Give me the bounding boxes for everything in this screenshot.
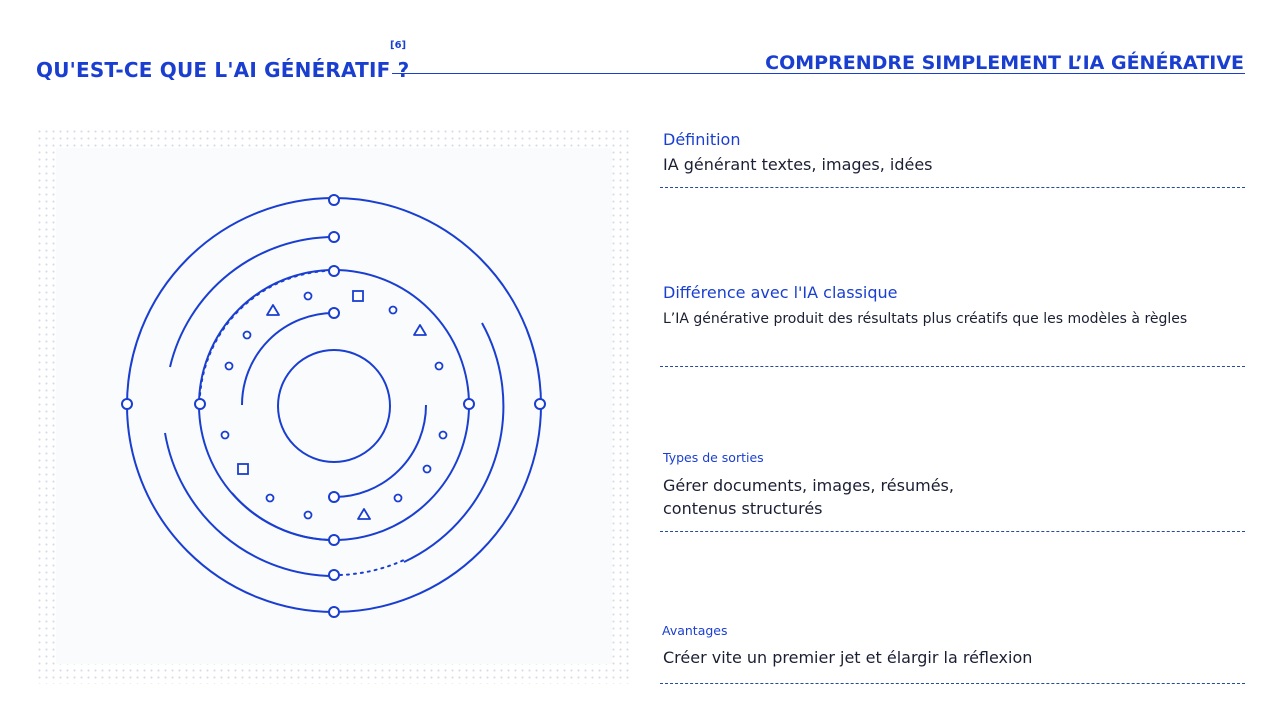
dot-marker [222, 432, 229, 439]
node-bottom-3 [329, 535, 339, 545]
orbit-arc-inner-bottom [334, 405, 426, 497]
item-divider [660, 531, 1245, 532]
item-label: Types de sorties [663, 450, 764, 465]
dot-marker [395, 495, 402, 502]
item-text: IA générant textes, images, idées [663, 155, 933, 174]
orbit-outer [127, 198, 541, 612]
item-divider [660, 683, 1245, 684]
node-left-outer [122, 399, 132, 409]
node-bottom-2 [329, 570, 339, 580]
node-top-2 [329, 232, 339, 242]
node-right-middle [464, 399, 474, 409]
reference-mark: [6] [390, 40, 407, 51]
dot-marker [305, 512, 312, 519]
item-label: Définition [663, 130, 741, 149]
node-bottom-outer [329, 607, 339, 617]
dot-marker [424, 466, 431, 473]
orbit-arc-inner-top [242, 313, 334, 405]
node-top-4 [329, 308, 339, 318]
node-left-middle [195, 399, 205, 409]
node-right-outer [535, 399, 545, 409]
triangle-marker [358, 509, 370, 519]
dot-marker [267, 495, 274, 502]
item-difference [660, 283, 1245, 327]
dot-marker [244, 332, 251, 339]
item-definition [660, 130, 1245, 174]
page-title: QU'EST-CE QUE L'AI GÉNÉRATIF ? [36, 58, 410, 82]
dot-marker [440, 432, 447, 439]
item-text: L’IA générative produit des résultats plus créatifs que les modèles à règles [663, 311, 1188, 327]
square-marker [353, 291, 363, 301]
dot-marker [436, 363, 443, 370]
item-label: Avantages [662, 623, 728, 638]
triangle-marker [267, 305, 279, 315]
triangle-marker [414, 325, 426, 335]
item-text: Créer vite un premier jet et élargir la réflexion [663, 648, 1033, 667]
dot-marker [390, 307, 397, 314]
orbit-arc-2 [170, 237, 503, 562]
item-output-types [660, 450, 1245, 520]
item-divider [660, 366, 1245, 367]
page-subtitle: COMPRENDRE SIMPLEMENT L’IA GÉNÉRATIVE [765, 52, 1244, 74]
orbit-arc-inner-lower [232, 493, 334, 540]
orbit-core [278, 350, 390, 462]
node-top-3 [329, 266, 339, 276]
dot-marker [305, 293, 312, 300]
node-bottom-inner [329, 492, 339, 502]
item-label: Différence avec l'IA classique [663, 283, 898, 302]
dot-marker [226, 363, 233, 370]
item-advantages [660, 623, 1245, 667]
square-marker [238, 464, 248, 474]
orbit-dotted-bottom [340, 560, 404, 575]
item-text: Gérer documents, images, résumés, contenus structurés [663, 476, 954, 518]
item-divider [660, 187, 1245, 188]
node-top-outer [329, 195, 339, 205]
